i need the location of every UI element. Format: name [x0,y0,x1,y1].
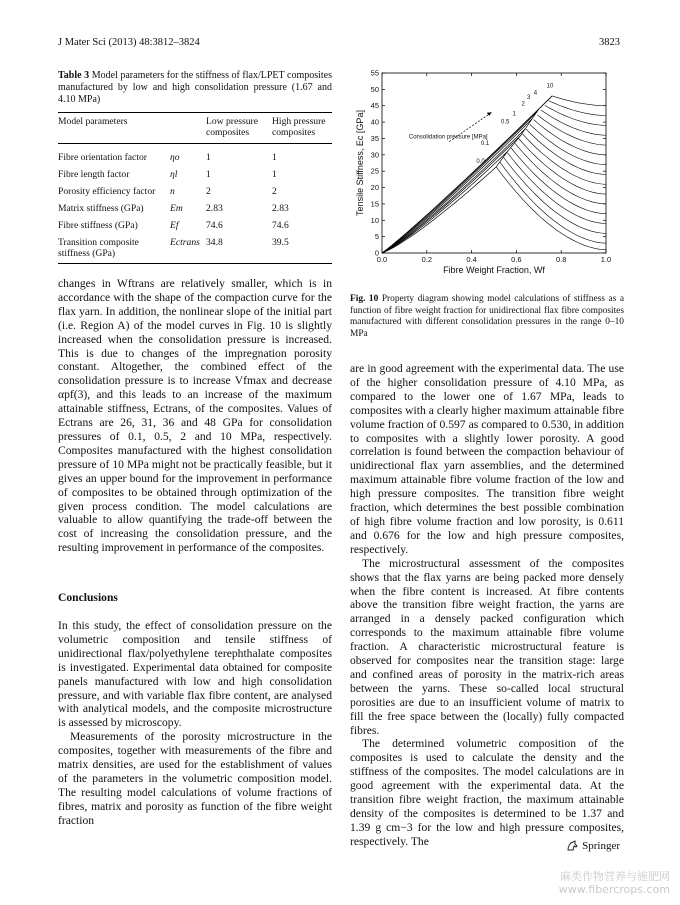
curve-label: 0.1 [480,141,490,147]
table-cell-high: 1 [272,152,277,163]
section-heading-conclusions: Conclusions [58,591,118,604]
y-tick-label: 55 [370,68,379,78]
body-paragraph: Measurements of the porosity microstructure in the composites, together with measurements of the fibre and matrix densities, are used for the establishment of values of the parameters in the volumetric composition model. The resulting model calculations of volume fractions of fibres, matrix and porosity as function of the fibre weight fraction [58,730,332,827]
table-cell-low: 2 [206,186,211,197]
table-label: Table 3 [58,70,90,81]
x-tick-label: 0.2 [421,255,433,264]
body-paragraph: The determined volumetric composition of the composites is used to calculate the density and the stiffness of the composites. The model calculations are in good agreement with the experimental data. At the transition fibre weight fraction, the maximum attainable density of the composites is determined to be 1.37 and 1.39 g cm−3 for the low and high pressure composites, respectively. The [350,737,624,848]
table-cell-high: 2 [272,186,277,197]
curve-label: 0.0 [476,159,485,165]
table-cell-symbol: Ectrans [170,237,200,248]
decay-line [537,115,606,145]
table-body [58,144,332,264]
table-row [58,167,332,184]
body-paragraph: In this study, the effect of consolidation pressure on the volumetric composition and tensile stiffness of unidirectional flax/polyethylene terephthalate composites is investigated. Experimental data obtained for composite panels manufactured with low and high consolidation pressure, and with variable flax fibre content, are analysed with analytical models, and the composite microstructure is assessed by microscopy. [58,619,332,730]
watermark [559,870,670,896]
page-number: 3823 [599,37,620,48]
x-tick-label: 0.0 [376,255,388,264]
table-cell-name: Fibre orientation factor [58,152,147,163]
table-row [58,218,332,235]
body-paragraph: are in good agreement with the experimental data. The use of the higher consolidation pressure of 4.10 MPa, as compared to the lower one of 1.67 MPa, leads to composites with a clearly higher maximum attainable fibre volume fraction of 0.597 as compared to 0.530, in addition to composites with a slightly lower porosity. A good correlation is found between the compaction behaviour of unidirectional flax yarn assemblies, and the determined maximum attainable fibre volume fraction of the low and high pressure composites. The transition fibre weight fraction, which determines the best possible combination of high fibre volume fraction and low porosity, is 0.611 and 0.676 for the low and high pressure composites, respectively. [350,362,624,556]
table-cell-high: 74.6 [272,220,289,231]
y-tick-label: 50 [370,84,379,94]
y-tick-label: 25 [370,166,379,176]
x-axis-label: Fibre Weight Fraction, Wf [443,265,545,275]
right-column [350,362,624,849]
table-cell-low: 1 [206,169,211,180]
y-tick-label: 15 [370,199,379,209]
table-cell-high: 1 [272,169,277,180]
table-cell-high: 39.5 [272,237,289,248]
table-cell-name: Porosity efficiency factor [58,186,156,197]
decay-line [545,105,606,125]
table-cell-symbol: ηl [170,169,178,180]
table-row [58,144,332,168]
parameters-table [58,112,332,264]
x-tick-label: 0.4 [466,255,477,264]
body-paragraph: The microstructural assessment of the composites shows that the flax yarns are being packed more densely when the fibre content is increased. At fibre contents above the transition fibre weight fraction, the yarns are arranged in a densely packed configuration which corresponds to the maximum attainable fibre volume fraction. A characteristic microstructural feature is observed for composites near the transition stage: large and confined areas of porosity in the matrix-rich areas between the yarns. These so-called local structural porosities are due to an insufficient volume of matrix to fill the free space between the (locally) fully compacted fibres. [350,556,624,737]
y-tick-label: 0 [374,248,379,258]
table-cell-high: 2.83 [272,203,289,214]
table-cell-low: 74.6 [206,220,223,231]
pressure-annotation: Consolidation pressure [MPa] [408,134,488,141]
curve-label: 4 [533,90,538,97]
column-header [170,113,206,144]
table-cell-symbol: ηo [170,152,180,163]
x-tick-label: 0.6 [511,255,522,264]
y-tick-label: 10 [370,215,379,225]
x-tick-label: 0.8 [555,255,567,264]
decay-line [541,110,606,135]
stiffness-chart [350,62,624,284]
table-cell-name: Fibre stiffness (GPa) [58,220,138,231]
curve-label: 1 [512,111,516,118]
decay-line [530,124,606,164]
decay-line [552,96,606,106]
table-cell-low: 34.8 [206,237,223,248]
figure-10-chart [350,62,624,284]
table-cell-name: Transition composite stiffness (GPa) [58,237,139,259]
table-row [58,235,332,264]
table-caption-text: Model parameters for the stiffness of flax/LPET composites manufactured by low and high consolidation pressure (1.67 and 4.10 MPa) [58,70,333,105]
table-row [58,201,332,218]
body-paragraph: changes in Wftrans are relatively smaller, which is in accordance with the shape of the compaction curve for the flax yarn. In addition, the nonlinear slope of the initial part (i.e. Region A) of the model curves in Fig. 10 is slightly increased when the consolidation pressure is increased. This is due to changes of the impregnation porosity constant. Altogether, the combined effect of the consolidation pressure is to increase Vfmax and decrease αpf(3), and this leads to an increase of the maximum attainable stiffness, Ectrans, of the composites. Values of Ectrans are 26, 31, 36 and 48 GPa for consolidation pressures of 0.1, 0.5, 2 and 10 MPa, respectively. Composites manufactured with the highest consolidation pressure of 10 MPa might not be practically feasible, but it gives an upper bound for the improvement in performance of composites to be obtained through optimization of the given process condition. The model calculations are valuable to allow quantifying the trade-off between the cost of increasing the consolidation pressure, and the resulting improvement in performance of the composites. [58,277,332,555]
watermark-line2: www.fibercrops.com [558,883,670,896]
publisher-logo [566,840,620,852]
series-line [382,96,552,253]
column-header: Model parameters [58,116,128,127]
column-header: Low pressure composites [206,116,258,138]
table-cell-name: Fibre length factor [58,169,130,180]
table-3 [58,70,332,264]
series-line [382,109,539,253]
curve-label: 2 [521,101,525,108]
x-tick-label: 1.0 [600,255,612,264]
springer-horse-icon [566,840,578,852]
figure-caption [350,294,624,340]
table-cell-symbol: Ef [170,220,179,231]
table-cell-low: 1 [206,152,211,163]
decay-line [519,139,606,195]
decay-line [515,143,606,204]
figure-label: Fig. 10 [350,294,379,304]
left-column-upper [58,277,332,555]
journal-citation: J Mater Sci (2013) 48:3812–3824 [58,37,200,48]
table-cell-low: 2.83 [206,203,223,214]
table-row [58,184,332,201]
decay-line [500,162,606,243]
y-axis-label: Tensile Stiffness, Ec [GPa] [355,110,365,216]
table-cell-symbol: n [170,186,175,197]
y-tick-label: 20 [370,183,379,193]
curve-label: 3 [527,95,531,102]
y-tick-label: 30 [370,150,379,160]
decay-line [511,148,606,214]
table-cell-symbol: Em [170,203,183,214]
publisher-name: Springer [582,840,620,852]
column-header: High pressure composites [272,116,326,138]
y-tick-label: 5 [374,232,379,242]
table-header-row [58,113,332,144]
figure-caption-text: Property diagram showing model calculations of stiffness as a function of fibre weight fraction for unidirectional flax fibre composites manufactured with different consolidation pressures in the range 0–10 MPa [350,294,624,339]
series-line [382,135,521,253]
table-caption [58,70,332,106]
watermark-line1: 麻类作物营养与施肥网 [560,870,670,883]
curve-label: 10 [546,83,554,90]
y-tick-label: 35 [370,133,379,143]
y-tick-label: 45 [370,101,379,111]
decay-line [522,134,606,185]
curve-label: 0.5 [501,119,510,126]
y-tick-label: 40 [370,117,379,127]
table-cell-name: Matrix stiffness (GPa) [58,203,144,214]
left-column-lower [58,619,332,828]
